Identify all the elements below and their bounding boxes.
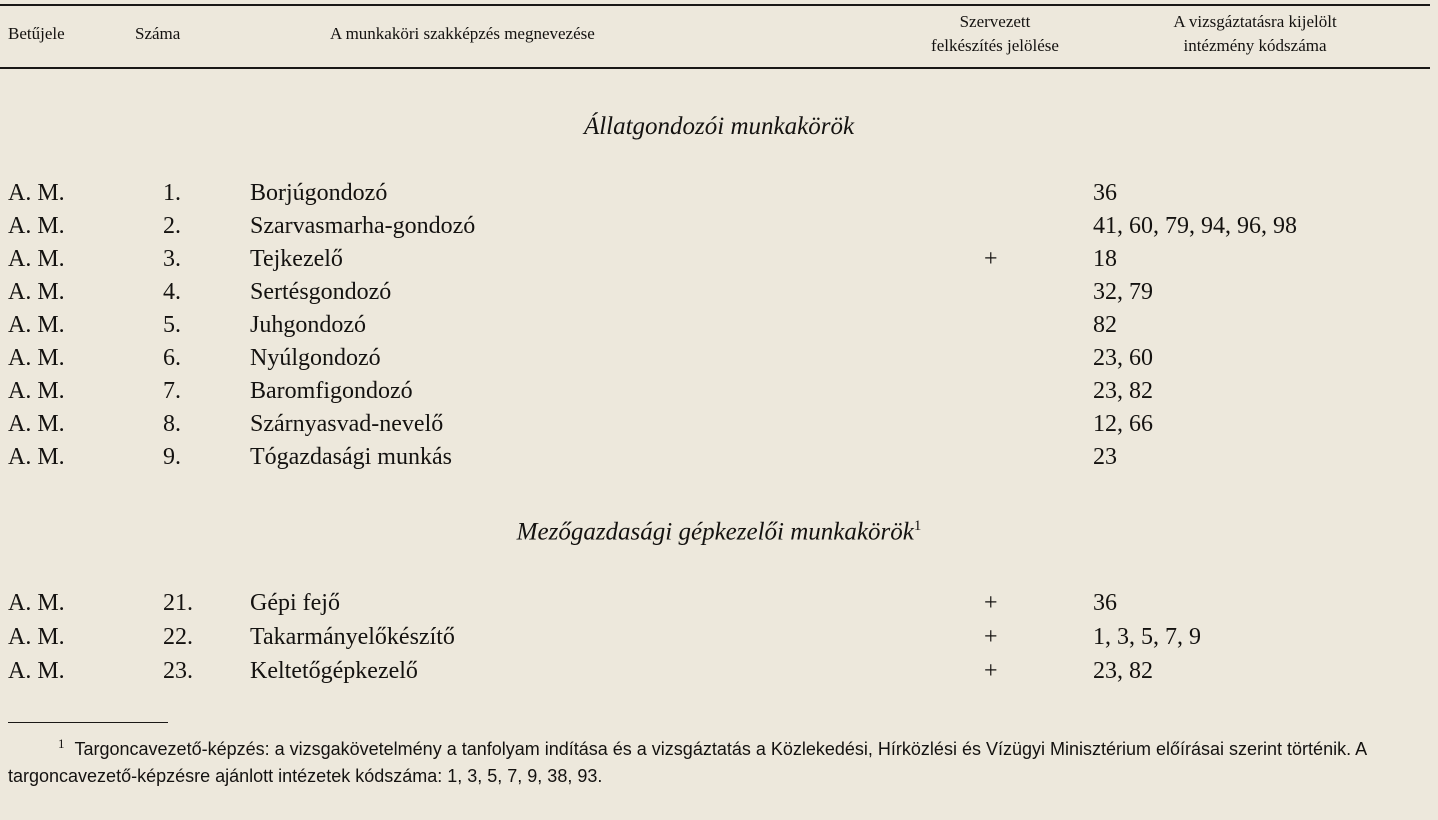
row-name: Tógazdasági munkás [250,444,452,470]
row-number: 21. [163,590,193,616]
footnote-rule [8,722,168,723]
header-exam [1140,10,1370,58]
section-title-machine-operator [0,518,1438,546]
table-row [0,590,1438,622]
row-number: 1. [163,180,181,206]
row-letter: A. M. [8,411,65,437]
header-number: Száma [135,24,181,43]
row-codes: 12, 66 [1093,411,1153,437]
row-codes: 32, 79 [1093,279,1153,305]
table-row [0,180,1438,212]
row-name: Juhgondozó [250,312,366,338]
row-letter: A. M. [8,246,65,272]
row-number: 22. [163,624,193,650]
row-number: 2. [163,213,181,239]
header-organized [895,10,1095,58]
row-letter: A. M. [8,444,65,470]
row-letter: A. M. [8,312,65,338]
row-name: Tejkezelő [250,246,343,272]
footnote-text: Targoncavezető-képzés: a vizsgakövetelmény a tanfolyam indítása és a vizsgáztatás a Közlekedési, Hírközlési és Vízügyi Minisztérium előírásai szerint történik. A targoncavezető-képzésre ajánlott intézetek kódszáma: 1, 3, 5, 7, 9, 38, 93. [8,739,1367,786]
row-codes: 41, 60, 79, 94, 96, 98 [1093,213,1297,239]
row-name: Baromfigondozó [250,378,413,404]
row-name: Nyúlgondozó [250,345,381,371]
row-letter: A. M. [8,279,65,305]
footnote [8,730,1428,790]
section-title-text: Állatgondozói munkakörök [583,113,855,140]
row-codes: 1, 3, 5, 7, 9 [1093,624,1201,650]
row-name: Borjúgondozó [250,180,388,206]
row-number: 4. [163,279,181,305]
row-codes: 23, 60 [1093,345,1153,371]
header-name: A munkaköri szakképzés megnevezése [330,24,595,43]
header-letter: Betűjele [8,24,65,43]
row-letter: A. M. [8,345,65,371]
row-number: 5. [163,312,181,338]
table-row [0,444,1438,476]
header-bottom-rule [0,67,1430,69]
header-organized-line1: Szervezett [959,12,1031,31]
header-top-rule [0,4,1430,6]
row-organized: + [984,624,998,650]
row-name: Gépi fejő [250,590,340,616]
row-codes: 18 [1093,246,1117,272]
row-number: 23. [163,658,193,684]
header-organized-line2: felkészítés jelölése [931,36,1059,55]
row-organized: + [984,246,998,272]
row-organized: + [984,658,998,684]
row-number: 7. [163,378,181,404]
table-row [0,378,1438,410]
row-codes: 82 [1093,312,1117,338]
row-letter: A. M. [8,590,65,616]
row-letter: A. M. [8,658,65,684]
row-codes: 23, 82 [1093,658,1153,684]
table-row [0,411,1438,443]
row-letter: A. M. [8,180,65,206]
row-letter: A. M. [8,213,65,239]
row-name: Takarmányelőkészítő [250,624,455,650]
table-row [0,658,1438,690]
row-codes: 23, 82 [1093,378,1153,404]
header-exam-line2: intézmény kódszáma [1183,36,1327,55]
row-letter: A. M. [8,624,65,650]
table-row [0,246,1438,278]
footnote-mark: 1 [58,736,65,751]
section-title-animal-care [0,113,1438,141]
row-letter: A. M. [8,378,65,404]
row-codes: 36 [1093,180,1117,206]
row-number: 6. [163,345,181,371]
row-codes: 23 [1093,444,1117,470]
row-name: Szarvasmarha-gondozó [250,213,476,239]
row-codes: 36 [1093,590,1117,616]
footnote-reference: 1 [913,518,922,534]
row-name: Szárnyasvad-nevelő [250,411,444,437]
row-number: 9. [163,444,181,470]
table-row [0,213,1438,245]
row-name: Keltetőgépkezelő [250,658,418,684]
table-row [0,624,1438,656]
header-exam-line1: A vizsgáztatásra kijelölt [1173,12,1337,31]
table-row [0,279,1438,311]
row-number: 3. [163,246,181,272]
row-organized: + [984,590,998,616]
section-title-text: Mezőgazdasági gépkezelői munkakörök [516,518,914,546]
table-row [0,312,1438,344]
row-number: 8. [163,411,181,437]
row-name: Sertésgondozó [250,279,392,305]
table-row [0,345,1438,377]
